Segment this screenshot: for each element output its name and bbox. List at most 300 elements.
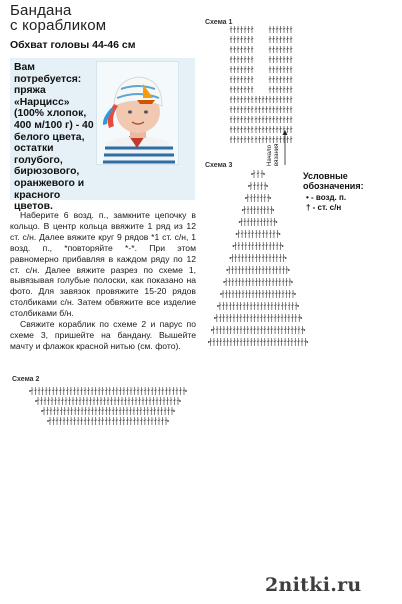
stitch-symbol bbox=[55, 387, 58, 395]
stitch-symbol bbox=[289, 278, 292, 286]
stitch-symbol bbox=[108, 407, 111, 415]
stitch-symbol bbox=[265, 266, 268, 274]
stitch-symbol bbox=[66, 387, 69, 395]
stitch-symbol bbox=[242, 290, 245, 298]
stitch-symbol bbox=[105, 407, 108, 415]
stitch-symbol bbox=[250, 194, 253, 202]
stitch-symbol bbox=[262, 230, 265, 238]
stitch-symbol bbox=[248, 230, 251, 238]
stitch-symbol bbox=[61, 397, 64, 405]
stitch-symbol bbox=[219, 326, 222, 334]
stitch-symbol bbox=[272, 266, 275, 274]
stitch-symbol bbox=[255, 230, 258, 238]
stitch-symbol bbox=[237, 106, 240, 113]
stitch-symbol bbox=[252, 290, 255, 298]
stitch-symbol bbox=[133, 417, 136, 425]
stitch-symbol bbox=[248, 278, 251, 286]
stitch-symbol bbox=[253, 326, 256, 334]
stitch-symbol bbox=[240, 338, 243, 346]
stitch-symbol bbox=[272, 106, 275, 113]
stitch-symbol bbox=[219, 314, 222, 322]
stitch-symbol bbox=[140, 417, 143, 425]
stitch-symbol bbox=[230, 126, 233, 133]
stitch-symbol bbox=[247, 338, 250, 346]
stitch-symbol bbox=[290, 36, 293, 43]
stitch-symbol bbox=[253, 170, 256, 178]
stitch-symbol bbox=[248, 290, 251, 298]
stitch-symbol bbox=[240, 86, 243, 93]
stitch-symbol bbox=[237, 86, 240, 93]
stitch-symbol bbox=[265, 290, 268, 298]
stitch-symbol bbox=[65, 397, 68, 405]
chain-dot bbox=[226, 269, 228, 271]
stitch-symbol bbox=[245, 278, 248, 286]
chain-dot bbox=[35, 400, 37, 402]
stitch-symbol bbox=[244, 66, 247, 73]
chain-dot bbox=[41, 410, 43, 412]
stitch-symbol bbox=[276, 26, 279, 33]
stitch-symbol bbox=[77, 417, 80, 425]
stitch-symbol bbox=[244, 116, 247, 123]
stitch-symbol bbox=[294, 314, 297, 322]
stitch-symbol bbox=[282, 278, 285, 286]
stitch-symbol bbox=[98, 387, 101, 395]
stitch-symbol bbox=[87, 387, 90, 395]
stitch-symbol bbox=[58, 397, 61, 405]
stitch-symbol bbox=[154, 417, 157, 425]
stitch-symbol bbox=[297, 338, 300, 346]
stitch-symbol bbox=[276, 76, 279, 83]
stitch-symbol bbox=[52, 387, 55, 395]
stitch-symbol bbox=[94, 417, 97, 425]
stitch-symbol bbox=[144, 387, 147, 395]
stitch-symbol bbox=[238, 266, 241, 274]
stitch-symbol bbox=[219, 302, 222, 310]
stitch-symbol bbox=[233, 136, 236, 143]
stitch-symbol bbox=[233, 26, 236, 33]
stitch-symbol bbox=[262, 96, 265, 103]
stitch-symbol bbox=[54, 397, 57, 405]
stitch-symbol bbox=[123, 387, 126, 395]
stitch-symbol bbox=[286, 56, 289, 63]
legend-item-double-crochet: † - ст. с/н bbox=[306, 203, 342, 212]
stitch-symbol bbox=[251, 242, 254, 250]
stitch-symbol bbox=[91, 407, 94, 415]
stitch-symbol bbox=[40, 397, 43, 405]
stitch-symbol bbox=[240, 36, 243, 43]
stitch-symbol bbox=[285, 278, 288, 286]
stitch-symbol bbox=[241, 230, 244, 238]
stitch-symbol bbox=[270, 206, 273, 214]
stitch-symbol bbox=[284, 314, 287, 322]
stitch-symbol bbox=[177, 397, 180, 405]
stitch-symbol bbox=[272, 278, 275, 286]
stitch-symbol bbox=[241, 242, 244, 250]
stitch-symbol bbox=[146, 407, 149, 415]
stitch-symbol bbox=[228, 290, 231, 298]
stitch-symbol bbox=[115, 407, 118, 415]
stitch-symbol bbox=[258, 290, 261, 298]
stitch-symbol bbox=[100, 397, 103, 405]
stitch-symbol bbox=[237, 96, 240, 103]
stitch-symbol bbox=[165, 387, 168, 395]
stitch-symbol bbox=[236, 338, 239, 346]
stitch-symbol bbox=[119, 407, 122, 415]
stitch-symbol bbox=[251, 66, 254, 73]
stitch-symbol bbox=[258, 254, 261, 262]
stitch-symbol bbox=[260, 182, 263, 190]
stitch-symbol bbox=[238, 290, 241, 298]
stitch-symbol bbox=[244, 126, 247, 133]
stitch-symbol bbox=[291, 302, 294, 310]
stitch-symbol bbox=[230, 76, 233, 83]
stitch-symbol bbox=[96, 397, 99, 405]
chain-dot bbox=[297, 305, 299, 307]
stitch-symbol bbox=[244, 56, 247, 63]
chain-dot bbox=[167, 420, 169, 422]
stitch-symbol bbox=[247, 56, 250, 63]
stitch-symbol bbox=[88, 407, 91, 415]
stitch-symbol bbox=[283, 66, 286, 73]
stitch-symbol bbox=[274, 338, 277, 346]
stitch-symbol bbox=[263, 206, 266, 214]
stitch-symbol bbox=[145, 397, 148, 405]
stitch-symbol bbox=[68, 397, 71, 405]
stitch-symbol bbox=[230, 116, 233, 123]
stitch-symbol bbox=[251, 230, 254, 238]
stitch-symbol bbox=[150, 407, 153, 415]
stitch-symbol bbox=[136, 407, 139, 415]
stitch-symbol bbox=[237, 116, 240, 123]
start-label-line-1: Начало bbox=[267, 145, 273, 166]
stitch-symbol bbox=[290, 56, 293, 63]
stitch-symbol bbox=[230, 26, 233, 33]
stitch-symbol bbox=[172, 387, 175, 395]
stitch-symbol bbox=[279, 66, 282, 73]
stitch-symbol bbox=[93, 397, 96, 405]
stitch-symbol bbox=[279, 116, 282, 123]
stitch-symbol bbox=[240, 66, 243, 73]
stitch-symbol bbox=[237, 230, 240, 238]
stitch-symbol bbox=[130, 387, 133, 395]
stitch-symbol bbox=[247, 206, 250, 214]
stitch-symbol bbox=[233, 76, 236, 83]
stitch-symbol bbox=[110, 397, 113, 405]
stitch-symbol bbox=[116, 387, 119, 395]
stitch-symbol bbox=[231, 266, 234, 274]
stitch-symbol bbox=[209, 338, 212, 346]
stitch-symbol bbox=[269, 254, 272, 262]
stitch-symbol bbox=[258, 116, 261, 123]
stitch-symbol bbox=[287, 326, 290, 334]
stitch-symbol bbox=[265, 96, 268, 103]
stitch-symbol bbox=[279, 106, 282, 113]
stitch-symbol bbox=[246, 314, 249, 322]
instruction-paragraph: Свяжите кораблик по схеме 2 и парус по схеме 3, пришейте на бандану. Вышейте мачту и флажок красной нитью (см. фото). bbox=[10, 319, 196, 351]
stitch-symbol bbox=[260, 218, 263, 226]
stitch-symbol bbox=[91, 387, 94, 395]
stitch-symbol bbox=[267, 206, 270, 214]
stitch-symbol bbox=[105, 417, 108, 425]
stitch-symbol bbox=[263, 218, 266, 226]
stitch-symbol bbox=[291, 314, 294, 322]
stitch-symbol bbox=[244, 46, 247, 53]
stitch-symbol bbox=[31, 387, 34, 395]
stitch-symbol bbox=[223, 338, 226, 346]
stitch-symbol bbox=[161, 387, 164, 395]
stitch-symbol bbox=[253, 314, 256, 322]
stitch-symbol bbox=[101, 387, 104, 395]
stitch-symbol bbox=[286, 86, 289, 93]
stitch-symbol bbox=[230, 36, 233, 43]
stitch-symbol bbox=[213, 338, 216, 346]
stitch-symbol bbox=[255, 242, 258, 250]
stitch-symbol bbox=[45, 387, 48, 395]
stitch-symbol bbox=[238, 242, 241, 250]
stitch-symbol bbox=[239, 302, 242, 310]
stitch-symbol bbox=[252, 266, 255, 274]
chain-dot bbox=[294, 293, 296, 295]
stitch-symbol bbox=[140, 387, 143, 395]
stitch-symbol bbox=[275, 278, 278, 286]
stitch-symbol bbox=[79, 397, 82, 405]
stitch-symbol bbox=[272, 242, 275, 250]
stitch-symbol bbox=[277, 326, 280, 334]
stitch-symbol bbox=[275, 290, 278, 298]
stitch-symbol bbox=[265, 242, 268, 250]
materials-text bbox=[14, 62, 196, 213]
stitch-symbol bbox=[63, 407, 66, 415]
stitch-symbol bbox=[151, 417, 154, 425]
stitch-symbol bbox=[283, 116, 286, 123]
stitch-symbol bbox=[226, 338, 229, 346]
stitch-symbol bbox=[301, 338, 304, 346]
stitch-symbol bbox=[279, 254, 282, 262]
stitch-symbol bbox=[281, 302, 284, 310]
stitch-symbol bbox=[301, 326, 304, 334]
stitch-symbol bbox=[252, 278, 255, 286]
stitch-symbol bbox=[258, 96, 261, 103]
stitch-symbol bbox=[258, 106, 261, 113]
stitch-symbol bbox=[245, 290, 248, 298]
chain-dot bbox=[276, 221, 278, 223]
stitch-symbol bbox=[137, 387, 140, 395]
stitch-symbol bbox=[135, 397, 138, 405]
instruction-paragraph: Наберите 6 возд. п., замкните цепочку в кольцо. В центр кольца ввяжите 1 ряд из 12 ст. с/н. Далее вяжите круг 9 рядов *1 ст. с/н, 1 возд. п., *повторяйте *-*. При этом равномерно прибавляя в каждом ряду по 12 ст. с/н. Далее вяжите разрез по схеме 1, вывязывая голубые полоски, как показано на фото. Для завязок провяжите 15-20 рядов столбиками с/н. Затем обвяжите все изделие столбиками б/н. bbox=[10, 210, 196, 319]
stitch-symbol bbox=[63, 417, 66, 425]
stitch-symbol bbox=[223, 326, 226, 334]
stitch-symbol bbox=[276, 46, 279, 53]
stitch-symbol bbox=[251, 116, 254, 123]
stitch-symbol bbox=[138, 397, 141, 405]
stitch-symbol bbox=[70, 387, 73, 395]
stitch-symbol bbox=[243, 338, 246, 346]
stitch-symbol bbox=[140, 407, 143, 415]
stitch-symbol bbox=[102, 407, 105, 415]
stitch-symbol bbox=[260, 206, 263, 214]
stitch-symbol bbox=[237, 46, 240, 53]
stitch-symbol bbox=[286, 26, 289, 33]
materials-description: пряжа «Нарцисс» (100% хлопок, 400 м/100 г) - 40 белого цвета, остатки голубого, бирюзового, оранжевого и красного цветов. bbox=[14, 85, 94, 213]
stitch-symbol bbox=[216, 338, 219, 346]
stitch-symbol bbox=[290, 76, 293, 83]
stitch-symbol bbox=[272, 26, 275, 33]
stitch-symbol bbox=[264, 326, 267, 334]
stitch-symbol bbox=[276, 66, 279, 73]
stitch-symbol bbox=[247, 66, 250, 73]
stitch-symbol bbox=[86, 397, 89, 405]
stitch-symbol bbox=[260, 314, 263, 322]
stitch-symbol bbox=[276, 96, 279, 103]
stitch-symbol bbox=[286, 46, 289, 53]
stitch-symbol bbox=[51, 397, 54, 405]
stitch-symbol bbox=[237, 66, 240, 73]
chain-dot bbox=[217, 305, 219, 307]
stitch-symbol bbox=[212, 326, 215, 334]
stitch-symbol bbox=[272, 66, 275, 73]
stitch-symbol bbox=[108, 387, 111, 395]
stitch-symbol bbox=[250, 326, 253, 334]
stitch-symbol bbox=[278, 290, 281, 298]
stitch-symbol bbox=[233, 56, 236, 63]
stitch-symbol bbox=[234, 254, 237, 262]
stitch-symbol bbox=[257, 302, 260, 310]
stitch-symbol bbox=[237, 76, 240, 83]
stitch-symbol bbox=[267, 194, 270, 202]
stitch-symbol bbox=[258, 278, 261, 286]
chain-dot bbox=[285, 257, 287, 259]
stitch-symbol bbox=[279, 242, 282, 250]
stitch-symbol bbox=[269, 96, 272, 103]
stitch-symbol bbox=[43, 407, 46, 415]
stitch-symbol bbox=[247, 36, 250, 43]
stitch-symbol bbox=[279, 56, 282, 63]
stitch-symbol bbox=[267, 314, 270, 322]
stitch-symbol bbox=[268, 278, 271, 286]
stitch-symbol bbox=[112, 407, 115, 415]
stitch-symbol bbox=[255, 106, 258, 113]
stitch-symbol bbox=[241, 266, 244, 274]
stitch-symbol bbox=[247, 194, 250, 202]
stitch-symbol bbox=[290, 136, 293, 143]
chain-dot bbox=[279, 233, 281, 235]
stitch-symbol bbox=[269, 76, 272, 83]
stitch-symbol bbox=[165, 417, 168, 425]
stitch-symbol bbox=[95, 407, 98, 415]
stitch-symbol bbox=[267, 326, 270, 334]
chain-dot bbox=[282, 245, 284, 247]
stitch-symbol bbox=[244, 106, 247, 113]
stitch-symbol bbox=[245, 266, 248, 274]
stitch-symbol bbox=[247, 126, 250, 133]
stitch-symbol bbox=[251, 126, 254, 133]
stitch-symbol bbox=[84, 417, 87, 425]
stitch-symbol bbox=[272, 290, 275, 298]
stitch-symbol bbox=[283, 26, 286, 33]
stitch-symbol bbox=[269, 116, 272, 123]
stitch-symbol bbox=[251, 46, 254, 53]
chain-dot bbox=[29, 390, 31, 392]
stitch-symbol bbox=[126, 407, 129, 415]
stitch-symbol bbox=[255, 126, 258, 133]
stitch-symbol bbox=[114, 397, 117, 405]
stitch-symbol bbox=[240, 126, 243, 133]
stitch-symbol bbox=[225, 290, 228, 298]
stitch-symbol bbox=[251, 136, 254, 143]
stitch-symbol bbox=[137, 417, 140, 425]
stitch-symbol bbox=[128, 397, 131, 405]
stitch-symbol bbox=[98, 417, 101, 425]
stitch-symbol bbox=[216, 314, 219, 322]
stitch-symbol bbox=[89, 397, 92, 405]
stitch-symbol bbox=[258, 242, 261, 250]
stitch-symbol bbox=[235, 290, 238, 298]
stitch-symbol bbox=[276, 86, 279, 93]
stitch-symbol bbox=[50, 407, 53, 415]
stitch-symbol bbox=[267, 338, 270, 346]
stitch-symbol bbox=[298, 314, 301, 322]
stitch-symbol bbox=[294, 338, 297, 346]
stitch-symbol bbox=[237, 126, 240, 133]
stitch-symbol bbox=[228, 278, 231, 286]
stitch-symbol bbox=[269, 36, 272, 43]
stitch-symbol bbox=[244, 86, 247, 93]
stitch-symbol bbox=[107, 397, 110, 405]
stitch-symbol bbox=[273, 230, 276, 238]
stitch-symbol bbox=[285, 290, 288, 298]
scheme-1-caption: Схема 1 bbox=[205, 19, 233, 26]
stitch-symbol bbox=[158, 417, 161, 425]
stitch-symbol bbox=[232, 302, 235, 310]
stitch-symbol bbox=[49, 417, 52, 425]
stitch-symbol bbox=[105, 387, 108, 395]
stitch-symbol bbox=[288, 314, 291, 322]
stitch-symbol bbox=[237, 36, 240, 43]
stitch-symbol bbox=[290, 116, 293, 123]
stitch-symbol bbox=[253, 218, 256, 226]
stitch-symbol bbox=[80, 387, 83, 395]
stitch-symbol bbox=[276, 36, 279, 43]
stitch-symbol bbox=[248, 242, 251, 250]
stitch-symbol bbox=[277, 338, 280, 346]
stitch-symbol bbox=[250, 338, 253, 346]
stitch-symbol bbox=[179, 387, 182, 395]
stitch-symbol bbox=[264, 314, 267, 322]
stitch-symbol bbox=[244, 76, 247, 83]
stitch-symbol bbox=[233, 338, 236, 346]
stitch-symbol bbox=[282, 290, 285, 298]
stitch-symbol bbox=[66, 417, 69, 425]
stitch-symbol bbox=[94, 387, 97, 395]
stitch-symbol bbox=[280, 338, 283, 346]
stitch-symbol bbox=[253, 206, 256, 214]
stitch-symbol bbox=[283, 76, 286, 83]
stitch-symbol bbox=[272, 36, 275, 43]
stitch-symbol bbox=[250, 182, 253, 190]
stitch-symbol bbox=[144, 417, 147, 425]
chain-dot bbox=[173, 410, 175, 412]
stitch-symbol bbox=[240, 218, 243, 226]
title-line-1: Бандана bbox=[10, 2, 72, 19]
chain-dot bbox=[236, 233, 238, 235]
stitch-symbol bbox=[298, 326, 301, 334]
stitch-symbol bbox=[235, 266, 238, 274]
stitch-symbol bbox=[258, 266, 261, 274]
stitch-symbol bbox=[291, 326, 294, 334]
stitch-symbol bbox=[284, 326, 287, 334]
stitch-symbol bbox=[171, 407, 174, 415]
stitch-symbol bbox=[230, 96, 233, 103]
